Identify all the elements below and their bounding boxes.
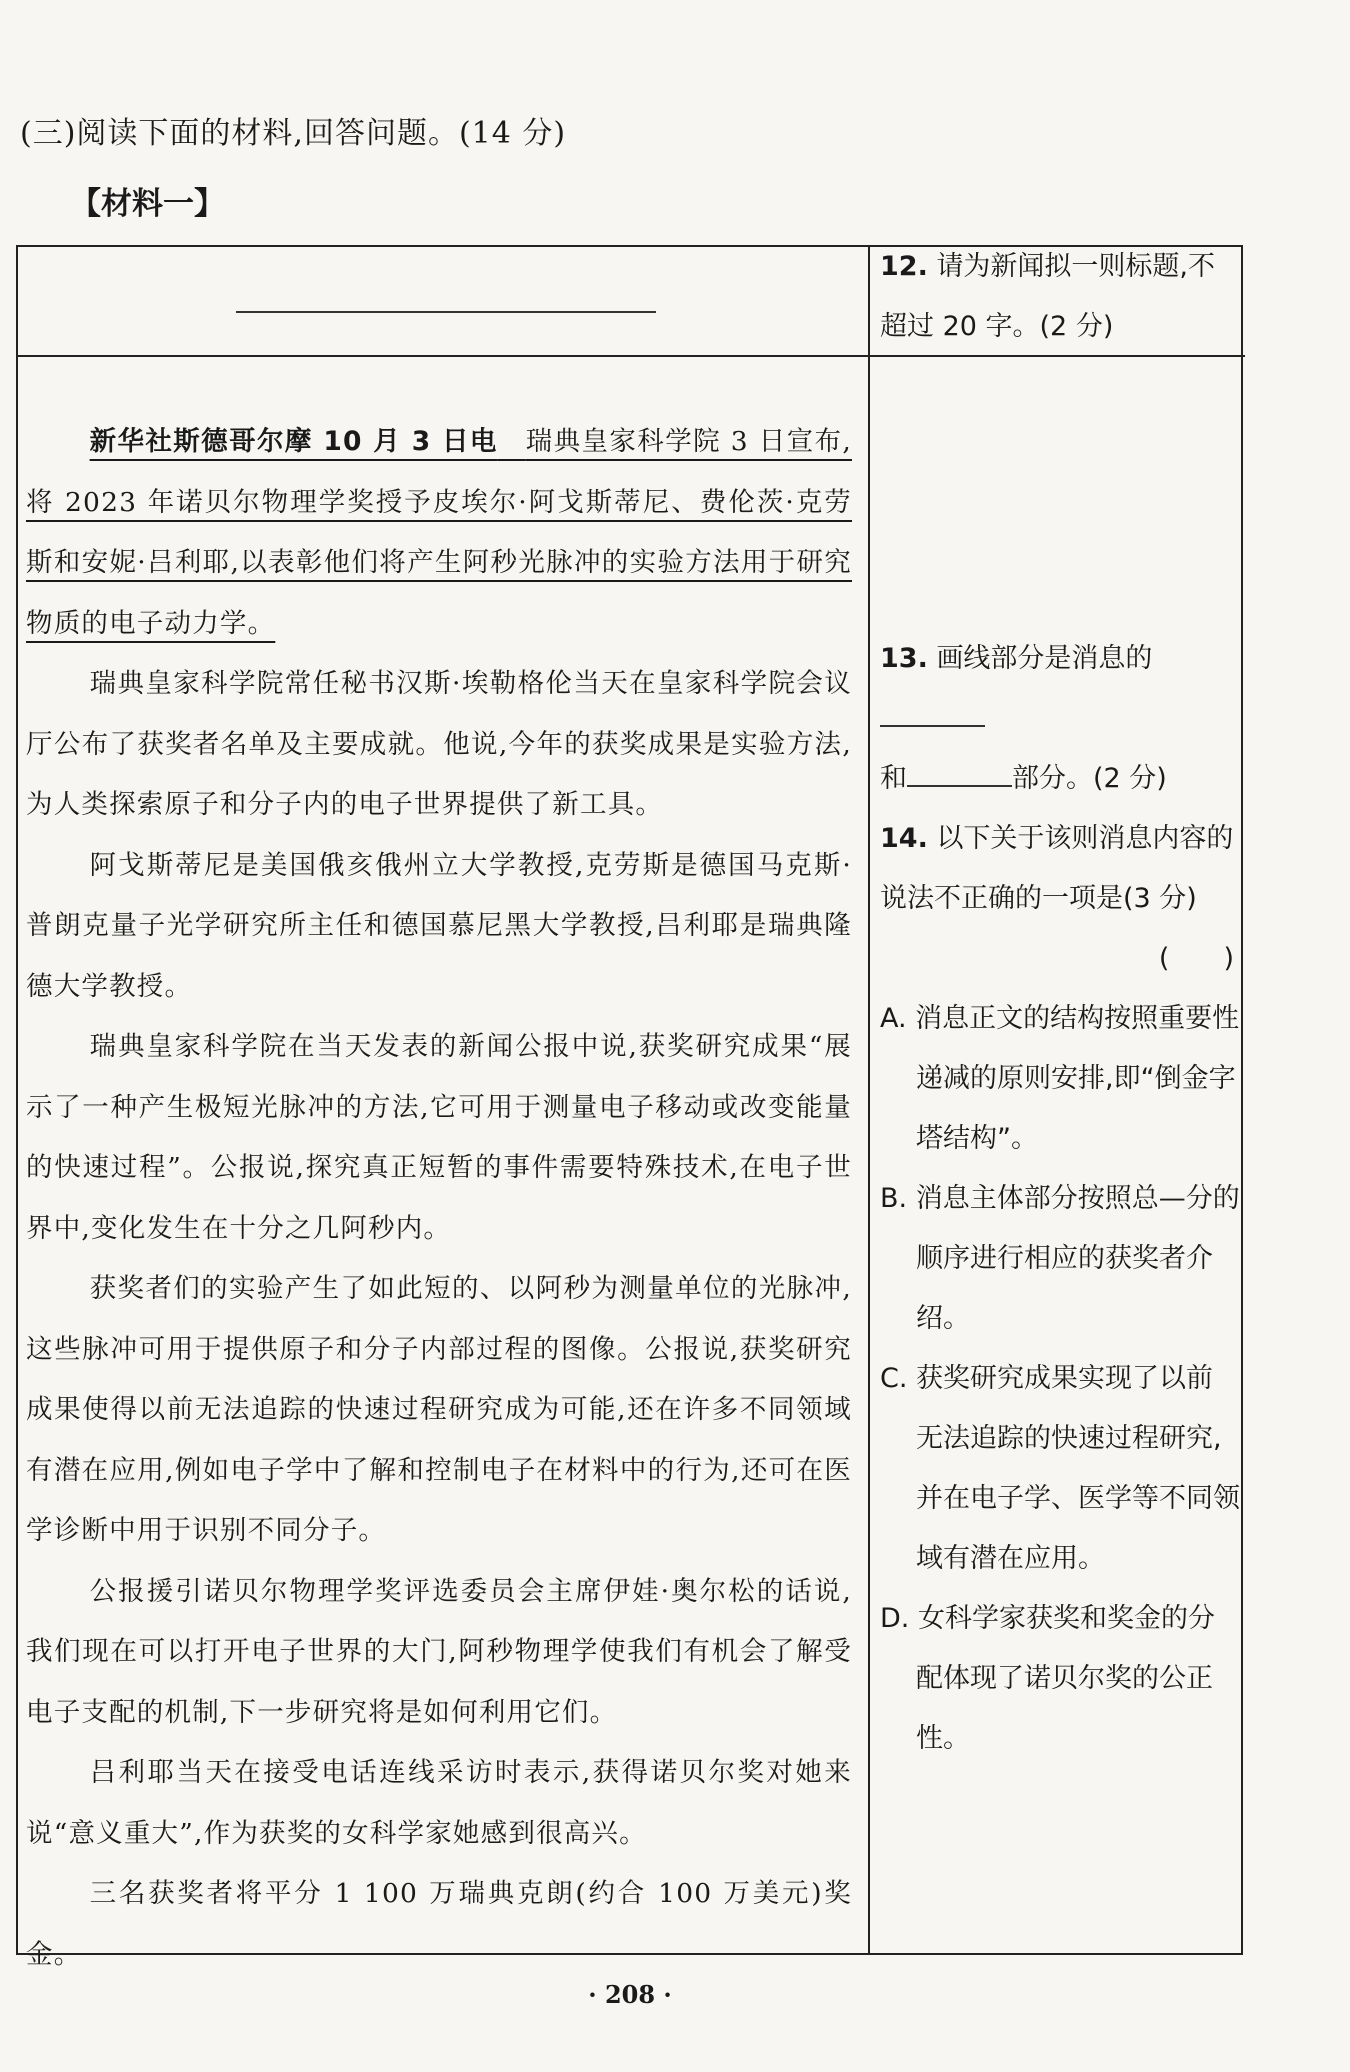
- news-article: [26, 412, 852, 1985]
- question-13: [880, 629, 1240, 809]
- article-paragraph: 瑞典皇家科学院在当天发表的新闻公报中说,获奖研究成果“展示了一种产生极短光脉冲的方法,它可用于测量电子移动或改变能量的快速过程”。公报说,探究真正短暂的事件需要特殊技术,在电子世界中,变化发生在十分之几阿秒内。: [26, 1031, 852, 1244]
- lead-underlined: [26, 426, 852, 639]
- section-title: (三)阅读下面的材料,回答问题。(14 分): [20, 116, 567, 151]
- page-number: · 208 ·: [588, 1980, 672, 2009]
- question-number: 12.: [880, 251, 928, 282]
- question-text: 请为新闻拟一则标题,不超过 20 字。(2 分): [880, 251, 1216, 342]
- question-block: [880, 629, 1240, 1769]
- article-paragraph: 公报援引诺贝尔物理学奖评选委员会主席伊娃·奥尔松的话说,我们现在可以打开电子世界的大门,阿秒物理学使我们有机会了解受电子支配的机制,下一步研究将是如何利用它们。: [26, 1575, 852, 1728]
- option-c[interactable]: C. 获奖研究成果实现了以前无法追踪的快速过程研究,并在电子学、医学等不同领域有潜在应用。: [880, 1363, 1240, 1574]
- article-paragraph: 获奖者们的实验产生了如此短的、以阿秒为测量单位的光脉冲,这些脉冲可用于提供原子和分子内部过程的图像。公报说,获奖研究成果使得以前无法追踪的快速过程研究成为可能,还在许多不同领域有潜在应用,例如电子学中了解和控制电子在材料中的行为,还可在医学诊断中用于识别不同分子。: [26, 1273, 852, 1546]
- article-paragraph: 吕利耶当天在接受电话连线采访时表示,获得诺贝尔奖对她来说“意义重大”,作为获奖的女科学家她感到很高兴。: [26, 1757, 852, 1849]
- material-table: [16, 245, 1243, 1970]
- question-number: 14.: [880, 823, 928, 854]
- title-row-divider: [18, 355, 868, 357]
- answer-blank[interactable]: [907, 761, 1012, 787]
- dateline: 新华社斯德哥尔摩 10 月 3 日电: [89, 426, 498, 457]
- answer-parentheses[interactable]: ( ): [1158, 943, 1234, 974]
- question-number: 13.: [880, 643, 928, 674]
- answer-blank[interactable]: [880, 701, 985, 727]
- column-divider: [868, 247, 870, 1953]
- headline-answer-line[interactable]: [236, 311, 656, 313]
- article-paragraph: 阿戈斯蒂尼是美国俄亥俄州立大学教授,克劳斯是德国马克斯·普朗克量子光学研究所主任和德国慕尼黑大学教授,吕利耶是瑞典隆德大学教授。: [26, 849, 852, 1002]
- question-12: [880, 237, 1240, 357]
- question-text: 和: [880, 763, 907, 794]
- article-paragraph: 三名获奖者将平分 1 100 万瑞典克朗(约合 100 万美元)奖金。: [26, 1878, 852, 1970]
- lead-text: 瑞典皇家科学院 3 日宣布,将 2023 年诺贝尔物理学奖授予皮埃尔·阿戈斯蒂尼、费伦茨·克劳斯和安妮·吕利耶,以表彰他们将产生阿秒光脉冲的实验方法用于研究物质的电子动力学。: [26, 426, 852, 639]
- question-14: [880, 809, 1240, 1769]
- article-lead: [26, 412, 852, 654]
- question-text: 以下关于该则消息内容的说法不正确的一项是(3 分): [880, 823, 1234, 914]
- question-text: 画线部分是消息的: [936, 643, 1153, 674]
- option-d[interactable]: D. 女科学家获奖和奖金的分配体现了诺贝尔奖的公正性。: [880, 1603, 1215, 1754]
- question-text: 部分。(2 分): [1012, 763, 1167, 794]
- option-a[interactable]: A. 消息正文的结构按照重要性递减的原则安排,即“倒金字塔结构”。: [880, 1003, 1240, 1154]
- article-paragraph: 瑞典皇家科学院常任秘书汉斯·埃勒格伦当天在皇家科学院会议厅公布了获奖者名单及主要成就。他说,今年的获奖成果是实验方法,为人类探索原子和分子内的电子世界提供了新工具。: [26, 668, 852, 820]
- material-label: 【材料一】: [70, 186, 225, 222]
- option-b[interactable]: B. 消息主体部分按照总—分的顺序进行相应的获奖者介绍。: [880, 1183, 1240, 1334]
